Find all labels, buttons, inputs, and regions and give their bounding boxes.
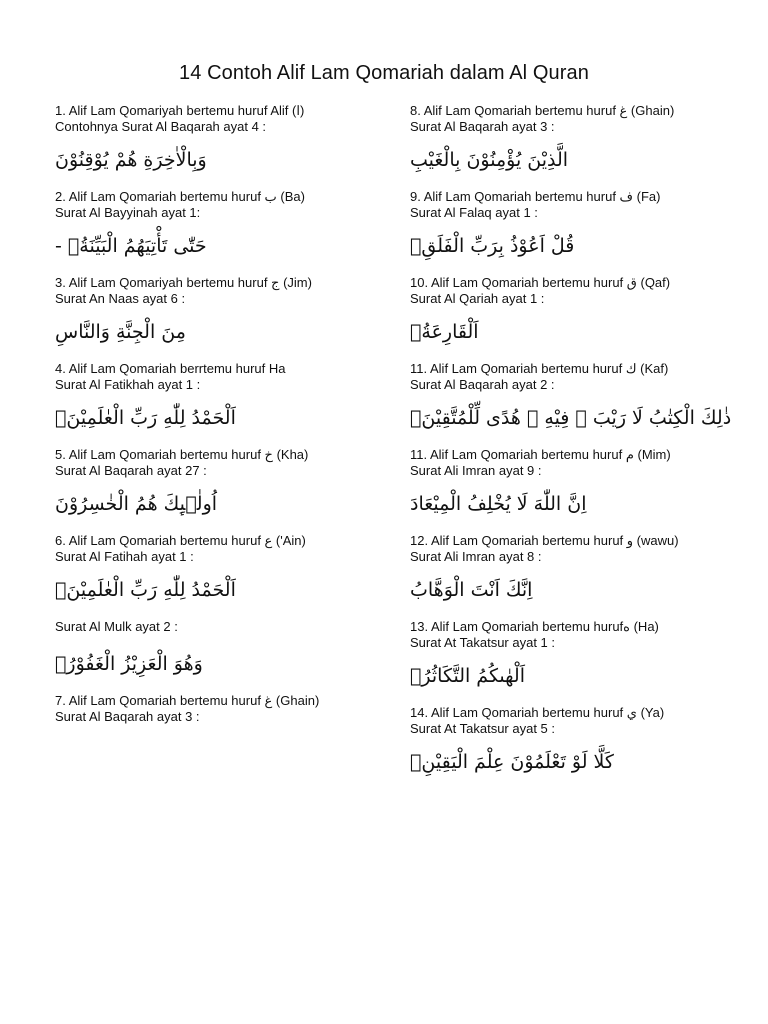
item-source: Surat Al Falaq ayat 1 : xyxy=(410,205,538,220)
arabic-example: كَلَّا لَوْ تَعْلَمُوْنَ عِلْمَ الْيَقِيْنِۗ xyxy=(410,751,614,773)
item-heading: 5. Alif Lam Qomariah bertemu huruf خ (Kha) xyxy=(55,447,309,462)
item-heading: 8. Alif Lam Qomariah bertemu huruf غ (Ghain) xyxy=(410,103,675,118)
item-source: Surat Al Mulk ayat 2 : xyxy=(55,619,178,634)
item-source: Surat At Takatsur ayat 1 : xyxy=(410,635,556,650)
example-item-14 xyxy=(410,705,755,777)
arabic-example: اِنَّكَ اَنْتَ الْوَهَّابُ xyxy=(410,579,533,601)
arabic-example: الَّذِيْنَ يُؤْمِنُوْنَ بِالْغَيْبِ xyxy=(410,149,569,171)
item-heading: 4. Alif Lam Qomariah berrtemu huruf Ha xyxy=(55,361,286,376)
item-source: Surat Al Baqarah ayat 3 : xyxy=(410,119,555,134)
example-item-4 xyxy=(55,361,400,433)
item-source: Surat At Takatsur ayat 5 : xyxy=(410,721,556,736)
example-item-1 xyxy=(55,103,400,175)
item-heading: 1. Alif Lam Qomariyah bertemu huruf Alif (ا) xyxy=(55,103,305,118)
item-heading: 11. Alif Lam Qomariah bertemu huruf م (Mim) xyxy=(410,447,671,462)
example-item-12 xyxy=(410,533,755,605)
example-item-3 xyxy=(55,275,400,347)
example-item-11-mim xyxy=(410,447,755,519)
item-source: Surat An Naas ayat 6 : xyxy=(55,291,186,306)
item-source: Surat Al Bayyinah ayat 1: xyxy=(55,205,201,220)
arabic-example: وَبِالْاٰخِرَةِ هُمْ يُوْقِنُوْنَ xyxy=(55,149,207,171)
item-heading: 3. Alif Lam Qomariyah bertemu huruf ج (Jim) xyxy=(55,275,312,290)
item-heading: 11. Alif Lam Qomariah bertemu huruf ك (Kaf) xyxy=(410,361,669,376)
item-source: Surat Al Qariah ayat 1 : xyxy=(410,291,545,306)
arabic-example: اَلْحَمْدُ لِلّٰهِ رَبِّ الْعٰلَمِيْنَۙ xyxy=(55,407,236,429)
item-heading: 12. Alif Lam Qomariah bertemu huruf و (wawu) xyxy=(410,533,679,548)
page-title: 14 Contoh Alif Lam Qomariah dalam Al Quran xyxy=(179,62,589,84)
left-column xyxy=(55,103,400,725)
example-item-5 xyxy=(55,447,400,519)
item-source: Surat Al Baqarah ayat 2 : xyxy=(410,377,555,392)
arabic-example: اَلْهٰىكُمُ التَّكَاثُرُۙ xyxy=(410,665,525,687)
arabic-example: مِنَ الْجِنَّةِ وَالنَّاسِ xyxy=(55,321,186,343)
arabic-example: حَتّٰى تَأْتِيَهُمُ الْبَيِّنَةُۙ - xyxy=(55,235,207,257)
example-item-2 xyxy=(55,189,400,261)
item-heading: 2. Alif Lam Qomariah bertemu huruf ب (Ba) xyxy=(55,189,305,204)
item-source: Surat Al Baqarah ayat 27 : xyxy=(55,463,207,478)
example-item-13 xyxy=(410,619,755,691)
arabic-example: ذٰلِكَ الْكِتٰبُ لَا رَيْبَ ۛ فِيْهِ ۛ هُدًى لِّلْمُتَّقِيْنَۙ xyxy=(410,407,732,429)
item-source: Surat Ali Imran ayat 8 : xyxy=(410,549,542,564)
example-item-7 xyxy=(55,693,400,725)
arabic-example: اُولٰۤىِٕكَ هُمُ الْخٰسِرُوْنَ xyxy=(55,493,218,515)
example-item-6b xyxy=(55,619,400,679)
example-item-8 xyxy=(410,103,755,175)
example-item-6 xyxy=(55,533,400,605)
item-source: Contohnya Surat Al Baqarah ayat 4 : xyxy=(55,119,267,134)
arabic-example: وَهُوَ الْعَزِيْزُ الْغَفُوْرُۙ xyxy=(55,653,203,675)
item-source: Surat Al Fatihah ayat 1 : xyxy=(55,549,194,564)
item-heading: 10. Alif Lam Qomariah bertemu huruf ق (Qaf) xyxy=(410,275,671,290)
item-source: Surat Al Fatikhah ayat 1 : xyxy=(55,377,201,392)
item-heading: 7. Alif Lam Qomariah bertemu huruf غ (Ghain) xyxy=(55,693,320,708)
arabic-example: قُلْ اَعُوْذُ بِرَبِّ الْفَلَقِۙ xyxy=(410,235,575,257)
item-heading: 14. Alif Lam Qomariah bertemu huruf ي (Ya) xyxy=(410,705,665,720)
arabic-example: اَلْحَمْدُ لِلّٰهِ رَبِّ الْعٰلَمِيْنَۙ xyxy=(55,579,236,601)
example-item-11-kaf xyxy=(410,361,755,433)
arabic-example: اِنَّ اللّٰهَ لَا يُخْلِفُ الْمِيْعَادَ xyxy=(410,493,587,515)
example-item-9 xyxy=(410,189,755,261)
example-item-10 xyxy=(410,275,755,347)
arabic-example: اَلْقَارِعَةُۙ xyxy=(410,321,479,343)
item-heading: 9. Alif Lam Qomariah bertemu huruf ف (Fa) xyxy=(410,189,661,204)
item-source: Surat Al Baqarah ayat 3 : xyxy=(55,709,200,724)
right-column xyxy=(410,103,755,791)
item-heading: 13. Alif Lam Qomariah bertemu hurufه (Ha) xyxy=(410,619,659,634)
item-heading: 6. Alif Lam Qomariah bertemu huruf ع ('Ain) xyxy=(55,533,306,548)
item-source: Surat Ali Imran ayat 9 : xyxy=(410,463,542,478)
